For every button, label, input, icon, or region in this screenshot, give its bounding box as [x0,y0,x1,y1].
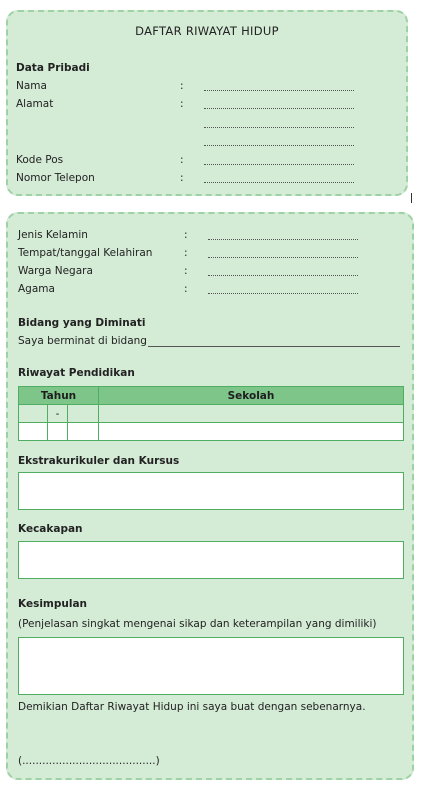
education-table [18,386,404,441]
interest-heading: Bidang yang Diminati [18,317,146,329]
school-cell[interactable] [99,405,404,423]
postal-code-colon: : [180,154,184,166]
postal-code-label: Kode Pos [16,154,64,166]
conclusion-field[interactable] [18,637,404,695]
personal-data-panel [6,10,408,196]
postal-code-field[interactable] [204,164,354,165]
birth-colon: : [184,247,188,259]
extracurricular-heading: Ekstrakurikuler dan Kursus [18,455,180,467]
religion-colon: : [184,283,188,295]
address-field-line-2[interactable] [204,127,354,128]
skills-heading: Kecakapan [18,523,83,535]
phone-label: Nomor Telepon [16,172,95,184]
interest-field[interactable] [148,346,400,347]
nationality-field[interactable] [208,275,358,276]
table-row [19,423,404,441]
closing-statement: Demikian Daftar Riwayat Hidup ini saya buat dengan sebenarnya. [18,701,366,713]
year-end-cell[interactable] [68,423,99,441]
extracurricular-field[interactable] [18,472,404,510]
school-column-header: Sekolah [99,387,404,405]
year-end-cell[interactable] [68,405,99,423]
gender-field[interactable] [208,239,358,240]
education-heading: Riwayat Pendidikan [18,367,135,379]
document-title: DAFTAR RIWAYAT HIDUP [135,24,279,38]
conclusion-heading: Kesimpulan [18,598,88,610]
name-colon: : [180,80,184,92]
birth-place-date-field[interactable] [208,257,358,258]
address-label: Alamat [16,98,54,110]
gender-label: Jenis Kelamin [18,229,88,241]
school-cell[interactable] [99,423,404,441]
signature-line[interactable]: (........................................) [18,755,160,767]
name-field[interactable] [204,90,354,91]
phone-colon: : [180,172,184,184]
address-field-line-3[interactable] [204,145,354,146]
address-field-line-1[interactable] [204,108,354,109]
personal-data-heading: Data Pribadi [16,62,90,74]
year-dash-cell: - [48,405,68,423]
nationality-colon: : [184,265,188,277]
nationality-label: Warga Negara [18,265,93,277]
year-start-cell[interactable] [19,423,48,441]
page-edge-mark [411,193,412,203]
skills-field[interactable] [18,541,404,579]
conclusion-note: (Penjelasan singkat mengenai sikap dan keterampilan yang dimiliki) [18,618,377,630]
year-dash-cell [48,423,68,441]
year-start-cell[interactable] [19,405,48,423]
gender-colon: : [184,229,188,241]
interest-text: Saya berminat di bidang [18,335,147,347]
birth-place-date-label: Tempat/tanggal Kelahiran [18,247,153,259]
address-colon: : [180,98,184,110]
name-label: Nama [16,80,47,92]
religion-field[interactable] [208,293,358,294]
table-row [19,405,404,423]
phone-field[interactable] [204,182,354,183]
resume-details-panel [6,212,414,780]
year-column-header: Tahun [19,387,99,405]
religion-label: Agama [18,283,55,295]
